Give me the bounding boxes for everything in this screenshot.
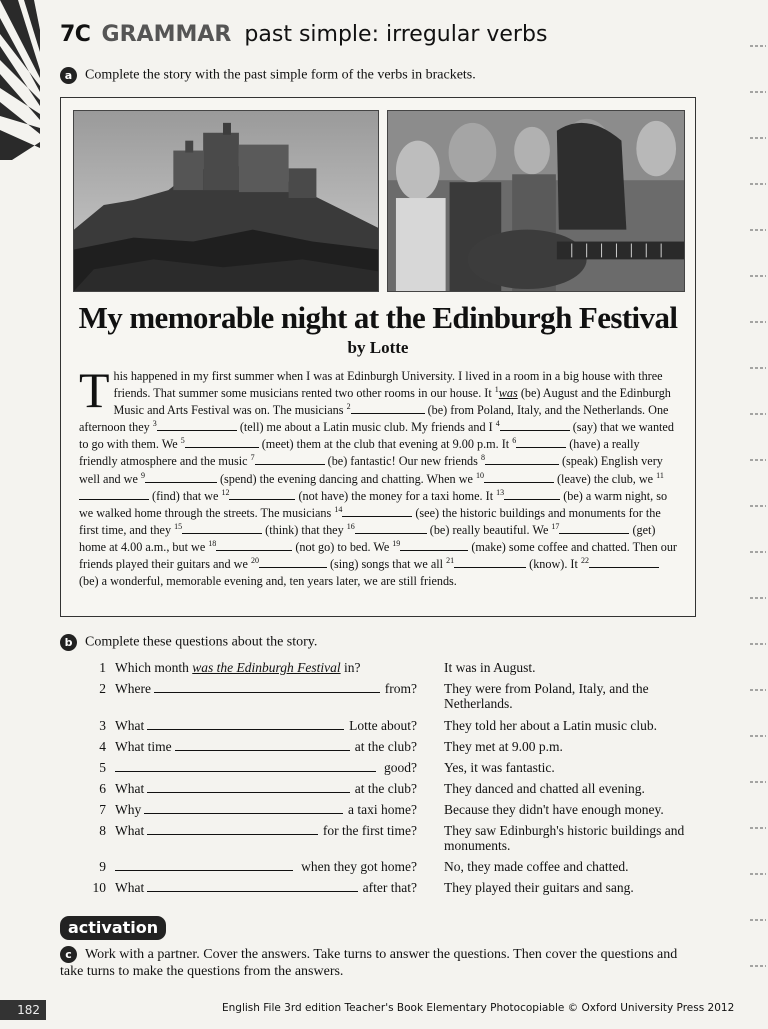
grammar-topic: past simple: irregular verbs [244, 22, 548, 47]
answer-blank[interactable] [229, 489, 295, 500]
footer-credit: English File 3rd edition Teacher's Book Elementary Photocopiable © Oxford University Press 2012 [222, 1002, 735, 1014]
answer-blank[interactable] [355, 523, 427, 534]
question-text: What Lotte about? [115, 718, 417, 733]
answer-line[interactable] [147, 784, 350, 793]
story-segment: his happened in my first summer when I was at Edinburgh University. I lived in a room in a big house with three friends. That summer some musicians rented two other rooms in our house. It [113, 369, 663, 401]
story-segment: (be) fantastic! Our new friends [324, 454, 481, 469]
answer-blank[interactable] [454, 557, 526, 568]
story-segment: (be) from Poland, Italy, and the Netherlands. One afternoon they [79, 403, 669, 435]
story-segment: (get) home at 4.00 a.m., but we [79, 522, 656, 554]
answer-text: They saw Edinburgh's historic buildings and monuments. [444, 823, 685, 853]
grammar-label: GRAMMAR [101, 22, 232, 47]
story-byline: by Lotte [347, 338, 409, 357]
answer-blank[interactable] [400, 540, 468, 551]
answer-blank[interactable] [504, 489, 560, 500]
answer-text: They danced and chatted all evening. [444, 781, 645, 796]
story-segment: (tell) me about a Latin music club. My friends and I [236, 420, 496, 435]
answer-blank[interactable] [259, 557, 327, 568]
blank-number: 18 [208, 538, 217, 548]
story-segment: (be) a wonderful, memorable evening and, ten years later, we are still friends. [79, 574, 457, 589]
story-segment: (be) really beautiful. We [426, 522, 552, 537]
blank-number: 11 [656, 470, 664, 480]
answer-text: They played their guitars and sang. [444, 880, 634, 895]
answer-text: Yes, it was fantastic. [444, 760, 555, 775]
decorative-rays [0, 0, 40, 160]
answer-blank[interactable] [255, 454, 325, 465]
musicians-photo [387, 110, 685, 292]
answer-text: Because they didn't have enough money. [444, 802, 664, 817]
answer-line[interactable] [147, 721, 344, 730]
answer-blank[interactable] [182, 523, 262, 534]
answer-blank[interactable] [79, 489, 149, 500]
question-text: Why a taxi home? [115, 802, 417, 817]
story-segment: (speak) English very well and we [79, 454, 663, 486]
blank-number: 17 [551, 521, 560, 531]
story-segment: (see) the historic buildings and monuments for the first time, and they [79, 505, 661, 537]
story-segment: (spend) the evening dancing and chatting. When we [216, 471, 476, 486]
section-c-badge: c [60, 946, 77, 963]
example-answer: was the Edinburgh Festival [192, 660, 341, 675]
question-number: 3 [99, 718, 106, 733]
question-text: Which month was the Edinburgh Festival in? [115, 660, 361, 675]
question-text: What for the first time? [115, 823, 417, 838]
question-number: 1 [99, 660, 106, 675]
section-a-text: Complete the story with the past simple form of the verbs in brackets. [85, 67, 476, 83]
story-box [60, 97, 696, 617]
blank-number: 9 [140, 470, 145, 480]
unit-code: 7C [60, 22, 91, 47]
blank-number: 4 [495, 419, 500, 429]
answer-blank[interactable] [342, 506, 412, 517]
question-number: 6 [99, 781, 106, 796]
story-title: My memorable night at the Edinburgh Festival [78, 300, 678, 335]
section-a-instruction [60, 67, 476, 84]
answer-blank[interactable] [351, 403, 425, 414]
question-text: good? [115, 760, 417, 776]
answer-text: They met at 9.00 p.m. [444, 739, 563, 754]
section-b-badge: b [60, 634, 77, 651]
question-number: 4 [99, 739, 106, 754]
blank-number: 14 [334, 504, 343, 514]
story-segment: (say) that we wanted to go with them. We [79, 420, 674, 452]
story-segment: (make) some coffee and chatted. Then our friends played their guitars and we [79, 539, 677, 572]
answer-blank[interactable] [516, 437, 566, 448]
blank-number: 13 [496, 487, 505, 497]
answer-text: They were from Poland, Italy, and the Netherlands. [444, 681, 649, 711]
answer-blank[interactable] [157, 420, 237, 431]
question-text: What time at the club? [115, 739, 417, 754]
blank-number: 8 [480, 453, 485, 463]
castle-photo [73, 110, 379, 292]
question-number: 8 [99, 823, 106, 838]
question-text: What at the club? [115, 781, 417, 796]
blank-number: 5 [180, 436, 185, 446]
answer-text: It was in August. [444, 660, 536, 675]
margin-ticks [746, 0, 768, 1024]
blank-number: 15 [174, 521, 183, 531]
question-number: 9 [99, 859, 106, 874]
blank-number: 7 [250, 453, 255, 463]
answer-line[interactable] [115, 763, 376, 772]
page-number: 182 [0, 1000, 46, 1020]
answer-blank[interactable] [589, 557, 659, 568]
question-number: 2 [99, 681, 106, 696]
story-segment: (sing) songs that we all [326, 557, 447, 572]
question-text: Where from? [115, 681, 417, 696]
blank-number: 22 [580, 555, 589, 565]
page-header [60, 22, 720, 52]
blank-number: 20 [250, 555, 259, 565]
answer-blank[interactable] [145, 472, 217, 483]
blank-number: 19 [392, 538, 401, 548]
story-segment: (think) that they [262, 522, 347, 537]
answer-line[interactable] [175, 742, 350, 751]
question-number: 10 [92, 880, 106, 895]
answer-line[interactable] [147, 826, 318, 835]
question-number: 5 [99, 760, 106, 775]
section-b-text: Complete these questions about the story. [85, 634, 318, 650]
drop-cap: T [79, 362, 110, 418]
answer-blank[interactable] [484, 472, 554, 483]
story-segment: (know). It [526, 557, 581, 572]
answer-blank[interactable] [216, 540, 292, 551]
blank-number: 21 [446, 555, 455, 565]
section-a-badge: a [60, 67, 77, 84]
answer-line[interactable] [115, 862, 293, 871]
story-segment: (meet) them at the club that evening at 9.00 p.m. It [258, 437, 513, 452]
blank-number: 10 [475, 470, 484, 480]
answer-line[interactable] [154, 684, 380, 693]
story-text [79, 362, 679, 590]
answer-text: They told her about a Latin music club. [444, 718, 657, 733]
blank-number: 1 [494, 385, 499, 395]
question-number: 7 [99, 802, 106, 817]
answer-blank[interactable] [500, 420, 570, 431]
section-c-text: Work with a partner. Cover the answers. Take turns to answer the questions. Then cover the questions and take turns to make the questions from the answers. [60, 947, 678, 980]
story-segment: (be) a warm night, so we walked home through the streets. The musicians [79, 488, 668, 520]
story-segment: (not go) to bed. We [292, 539, 393, 554]
answer-text: No, they made coffee and chatted. [444, 859, 629, 874]
answer-line[interactable] [147, 883, 358, 892]
answer-blank[interactable] [559, 523, 629, 534]
story-segment: (find) that we [149, 488, 222, 503]
question-text: when they got home? [115, 859, 417, 875]
answer-blank[interactable] [485, 454, 559, 465]
story-segment: (leave) the club, we [553, 471, 657, 486]
answer-line[interactable] [144, 805, 343, 814]
activation-label: activation [60, 916, 166, 940]
story-segment: (not have) the money for a taxi home. It [295, 488, 497, 503]
blank-number: 16 [346, 521, 355, 531]
story-segment: (be) August and the Edinburgh Music and Arts Festival was on. The musicians [113, 386, 671, 418]
blank-number: 6 [512, 436, 517, 446]
answer-blank[interactable] [185, 437, 259, 448]
blank-number: 2 [346, 402, 351, 412]
example-answer: was [498, 386, 518, 401]
blank-number: 3 [152, 419, 157, 429]
section-b-instruction [60, 634, 317, 651]
section-c-instruction [60, 946, 700, 980]
blank-number: 12 [221, 487, 230, 497]
question-text: What after that? [115, 880, 417, 895]
story-segment: (have) a really friendly atmosphere and the music [79, 437, 640, 469]
